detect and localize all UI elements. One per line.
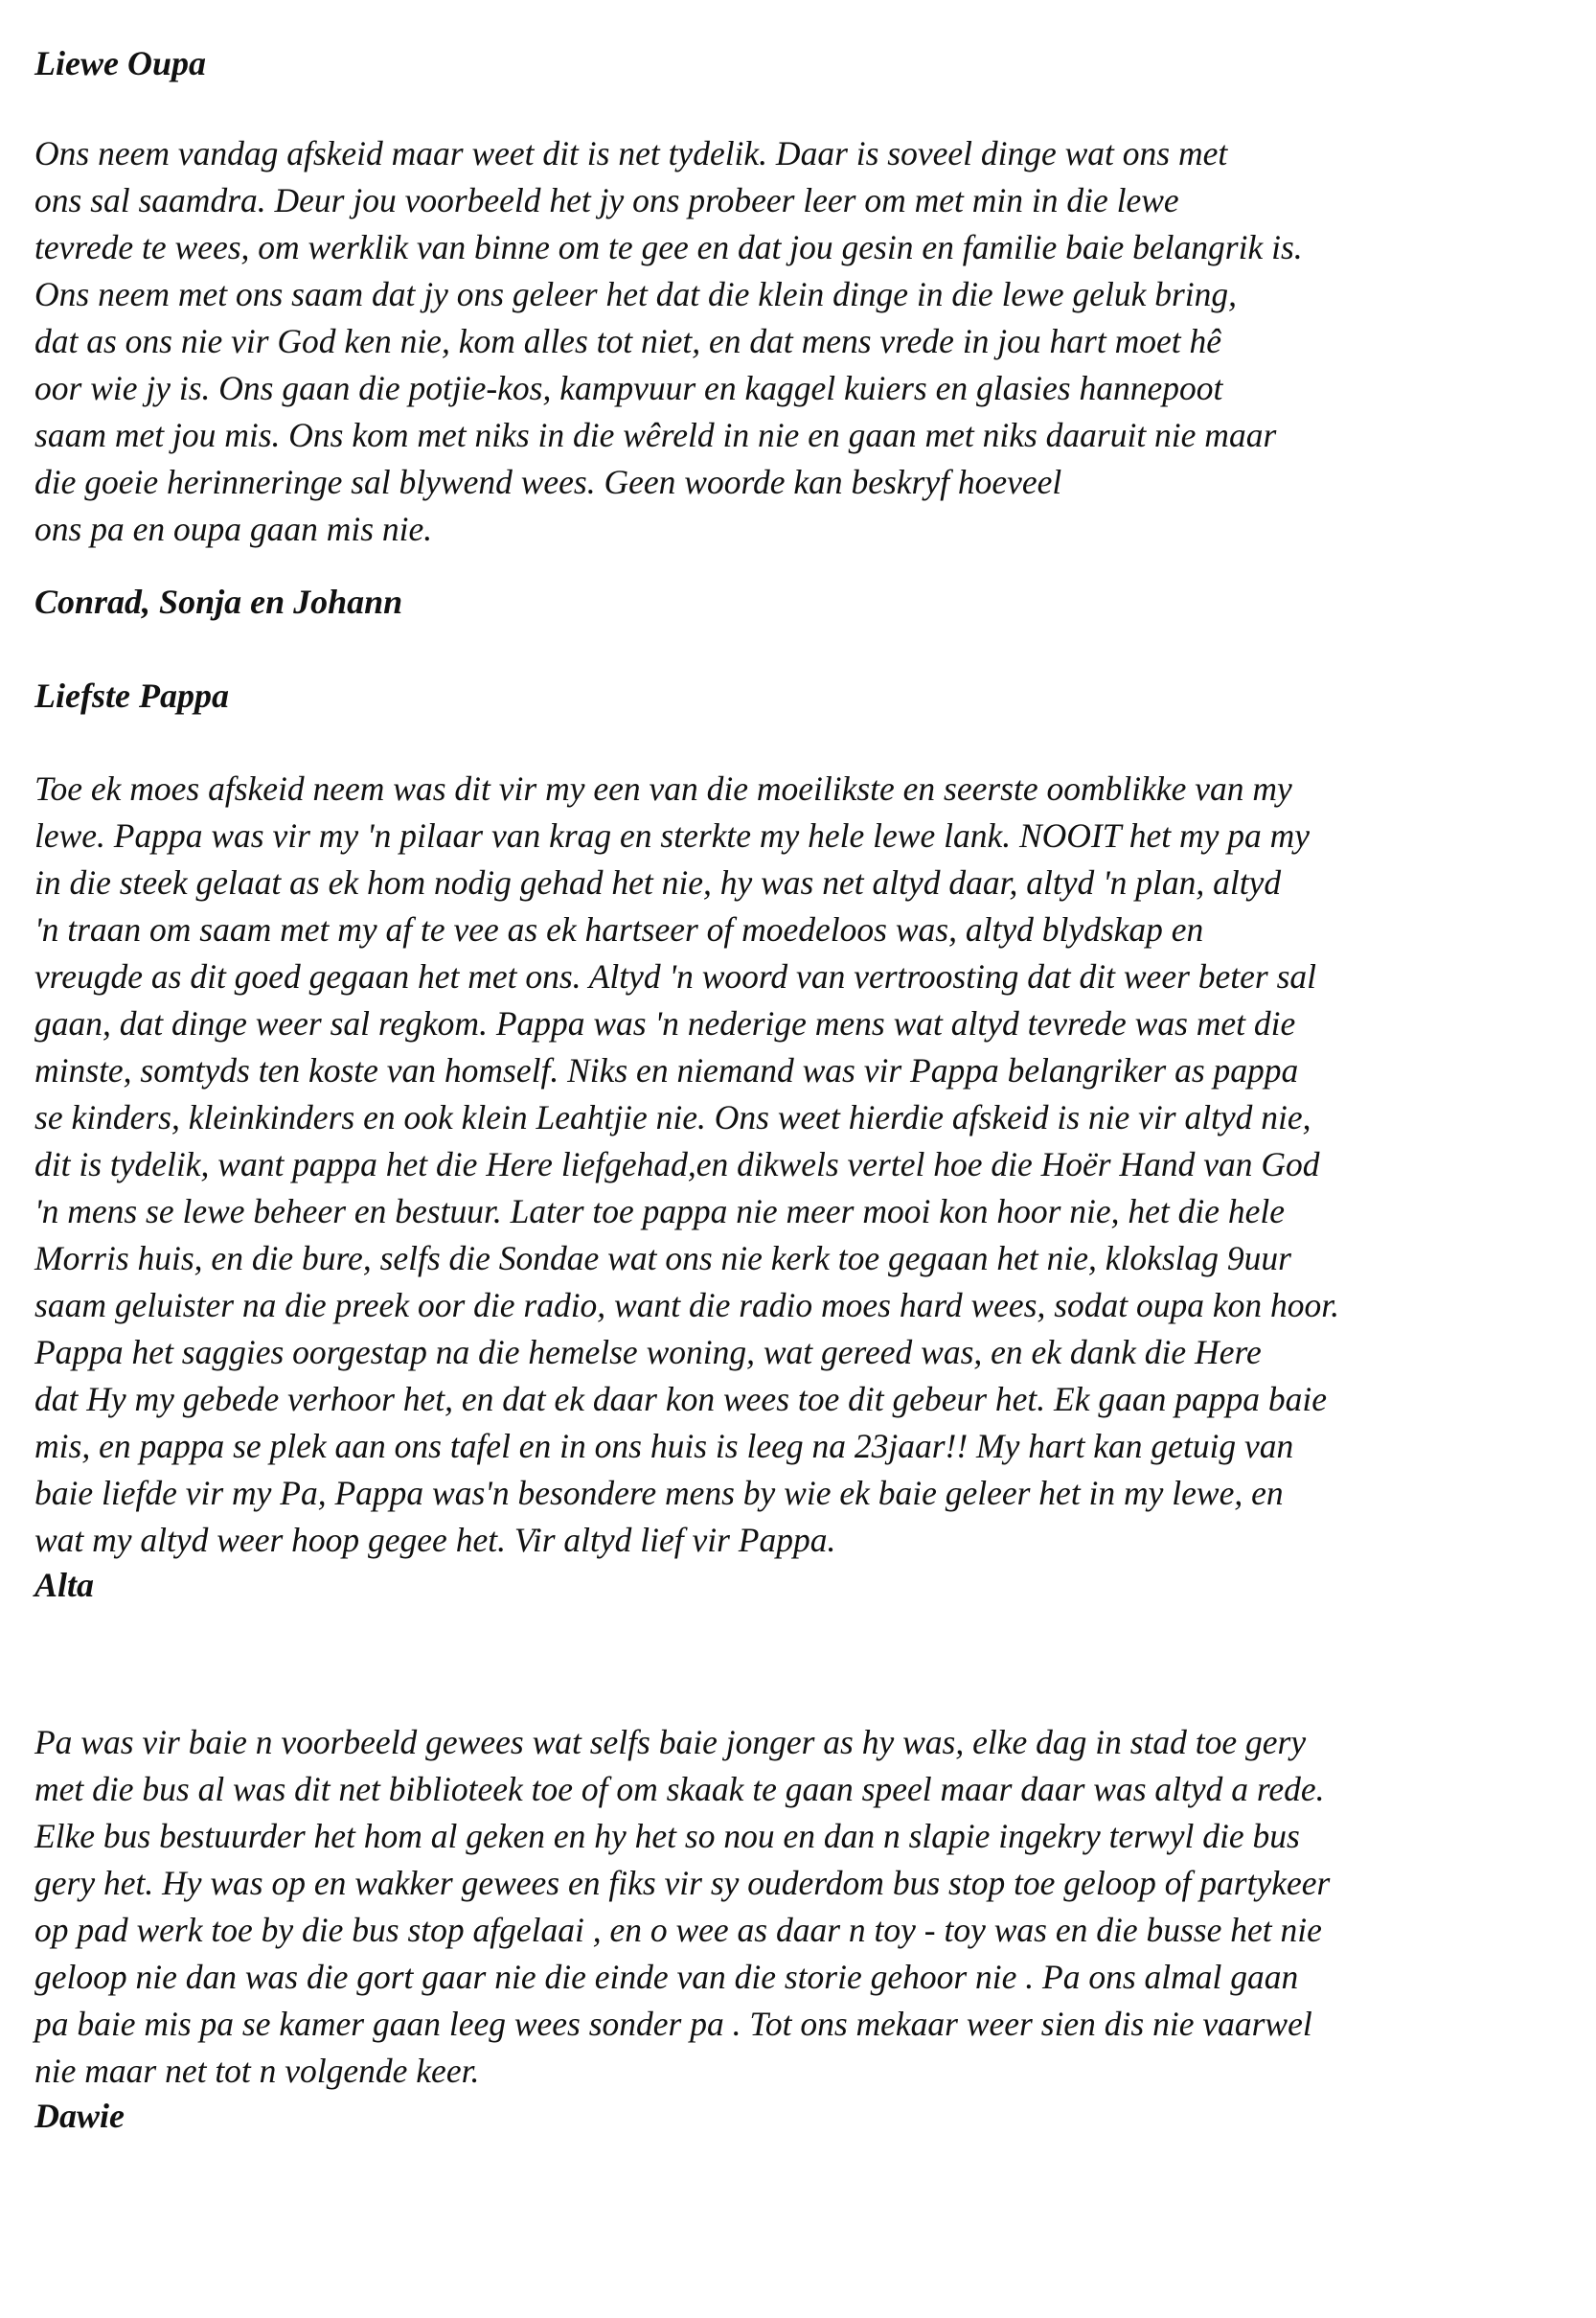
paragraph-line: saam geluister na die preek oor die radio, want die radio moes hard wees, sodat oupa kon hoor. bbox=[34, 1286, 1340, 1324]
letter-pa-was bbox=[34, 1719, 1567, 2137]
paragraph-line: dat Hy my gebede verhoor het, en dat ek daar kon wees toe dit gebeur het. Ek gaan pappa baie bbox=[34, 1380, 1327, 1418]
paragraph-line: wat my altyd weer hoop gegee het. Vir altyd lief vir Pappa. bbox=[34, 1521, 836, 1559]
paragraph-line: Pappa het saggies oorgestap na die hemelse woning, wat gereed was, en ek dank die Here bbox=[34, 1333, 1262, 1371]
paragraph-line: gery het. Hy was op en wakker gewees en fiks vir sy ouderdom bus stop toe geloop of partykeer bbox=[34, 1864, 1331, 1902]
paragraph-line: met die bus al was dit net biblioteek toe of om skaak te gaan speel maar daar was altyd a rede. bbox=[34, 1770, 1325, 1808]
paragraph-line: baie liefde vir my Pa, Pappa was'n besondere mens by wie ek baie geleer het in my lewe, en bbox=[34, 1474, 1284, 1512]
letter-liewe-oupa bbox=[34, 42, 1567, 84]
paragraph-line: se kinders, kleinkinders en ook klein Leahtjie nie. Ons weet hierdie afskeid is nie vir altyd nie, bbox=[34, 1098, 1311, 1136]
letter-signature: Alta bbox=[34, 1566, 95, 1604]
paragraph-line: nie maar net tot n volgende keer. bbox=[34, 2052, 480, 2090]
paragraph-line: 'n traan om saam met my af te vee as ek hartseer of moedeloos was, altyd blydskap en bbox=[34, 910, 1204, 949]
paragraph-line: ons sal saamdra. Deur jou voorbeeld het jy ons probeer leer om met min in die lewe bbox=[34, 181, 1179, 219]
letter-body bbox=[34, 130, 1567, 553]
paragraph-line: mis, en pappa se plek aan ons tafel en in ons huis is leeg na 23jaar!! My hart kan getuig van bbox=[34, 1427, 1294, 1465]
paragraph-line: tevrede te wees, om werklik van binne om te gee en dat jou gesin en familie baie belangrik is. bbox=[34, 228, 1303, 266]
paragraph-line: ons pa en oupa gaan mis nie. bbox=[34, 510, 433, 548]
letter-paragraph bbox=[34, 766, 1567, 1564]
paragraph-line: minste, somtyds ten koste van homself. Niks en niemand was vir Pappa belangriker as pappa bbox=[34, 1051, 1299, 1090]
paragraph-line: geloop nie dan was die gort gaar nie die einde van die storie gehoor nie . Pa ons almal gaan bbox=[34, 1958, 1299, 1996]
letter-body bbox=[34, 766, 1567, 1606]
paragraph-line: dat as ons nie vir God ken nie, kom alles tot niet, en dat mens vrede in jou hart moet hê bbox=[34, 322, 1221, 360]
paragraph-line: vreugde as dit goed gegaan het met ons. Altyd 'n woord van vertroosting dat dit weer beter sal bbox=[34, 957, 1317, 996]
paragraph-line: op pad werk toe by die bus stop afgelaai , en o wee as daar n toy - toy was en die busse het nie bbox=[34, 1911, 1322, 1949]
paragraph-line: pa baie mis pa se kamer gaan leeg wees sonder pa . Tot ons mekaar weer sien dis nie vaarwel bbox=[34, 2005, 1312, 2043]
paragraph-line: oor wie jy is. Ons gaan die potjie-kos, kampvuur en kaggel kuiers en glasies hannepoot bbox=[34, 369, 1223, 407]
paragraph-line: gaan, dat dinge weer sal regkom. Pappa was 'n nederige mens wat altyd tevrede was met die bbox=[34, 1004, 1296, 1043]
paragraph-line: saam met jou mis. Ons kom met niks in die wêreld in nie en gaan met niks daaruit nie maar bbox=[34, 416, 1277, 454]
paragraph-line: dit is tydelik, want pappa het die Here liefgehad,en dikwels vertel hoe die Hoër Hand van God bbox=[34, 1145, 1320, 1183]
letter-paragraph bbox=[34, 1719, 1567, 2095]
paragraph-line: in die steek gelaat as ek hom nodig gehad het nie, hy was net altyd daar, altyd 'n plan, altyd bbox=[34, 863, 1282, 902]
paragraph-line: 'n mens se lewe beheer en bestuur. Later toe pappa nie meer mooi kon hoor nie, het die hele bbox=[34, 1192, 1286, 1230]
paragraph-line: Toe ek moes afskeid neem was dit vir my een van die moeilikste en seerste oomblikke van my bbox=[34, 769, 1292, 808]
paragraph-line: Morris huis, en die bure, selfs die Sondae wat ons nie kerk toe gegaan het nie, klokslag 9uur bbox=[34, 1239, 1291, 1277]
letter-signature: Conrad, Sonja en Johann bbox=[34, 583, 403, 621]
paragraph-line: Ons neem met ons saam dat jy ons geleer het dat die klein dinge in die lewe geluk bring, bbox=[34, 275, 1238, 313]
letter-heading: Liewe Oupa bbox=[34, 44, 206, 82]
paragraph-line: die goeie herinneringe sal blywend wees. Geen woorde kan beskryf hoeveel bbox=[34, 463, 1062, 501]
letter-liefste-pappa bbox=[34, 675, 1567, 717]
paragraph-line: Elke bus bestuurder het hom al geken en hy het so nou en dan n slapie ingekry terwyl die bus bbox=[34, 1817, 1300, 1855]
letter-signature-block bbox=[34, 581, 1567, 623]
paragraph-line: lewe. Pappa was vir my 'n pilaar van krag en sterkte my hele lewe lank. NOOIT het my pa my bbox=[34, 816, 1311, 855]
letter-paragraph bbox=[34, 130, 1567, 553]
paragraph-line: Ons neem vandag afskeid maar weet dit is net tydelik. Daar is soveel dinge wat ons met bbox=[34, 134, 1228, 172]
paragraph-line: Pa was vir baie n voorbeeld gewees wat selfs baie jonger as hy was, elke dag in stad toe gery bbox=[34, 1723, 1307, 1761]
letter-heading: Liefste Pappa bbox=[34, 677, 229, 715]
letter-signature: Dawie bbox=[34, 2097, 125, 2135]
